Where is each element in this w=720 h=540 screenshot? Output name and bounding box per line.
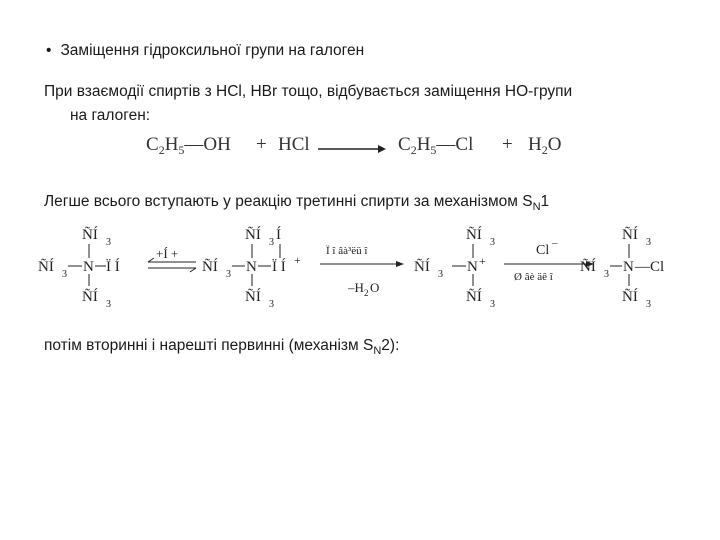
svg-text:—Cl: —Cl	[635, 259, 665, 275]
svg-text:ÑÍ: ÑÍ	[466, 227, 482, 243]
svg-text:Ï Í: Ï Í	[106, 259, 120, 275]
svg-text:3: 3	[646, 299, 651, 310]
svg-text:N: N	[83, 259, 94, 275]
equation-plus-2: +	[502, 134, 513, 155]
svg-text:N: N	[623, 259, 634, 275]
mechanism-tertiary-chloride	[580, 226, 664, 310]
svg-text:ÑÍ: ÑÍ	[82, 289, 98, 305]
svg-text:–: –	[552, 237, 558, 249]
equation-reactant-ethanol: $C_2H_5—OH$	[146, 134, 231, 157]
svg-text:+: +	[479, 254, 486, 268]
svg-text:Ø âè äê î: Ø âè äê î	[514, 271, 553, 283]
bullet-icon: •	[46, 42, 52, 59]
intro-paragraph-line1: При взаємодії спиртів з HCl, HBr тощо, відбувається заміщення НО-групи	[44, 83, 573, 100]
equation-product-ethyl-chloride: $C_2H_5—Cl$	[398, 134, 474, 157]
svg-text:3: 3	[269, 299, 274, 310]
svg-text:ÑÍ: ÑÍ	[245, 289, 261, 305]
equation-product-water: $H_2O$	[528, 134, 562, 157]
svg-text:N: N	[246, 259, 257, 275]
mechanism-oxonium-ion	[202, 226, 301, 310]
mechanism-tertiary-alcohol	[38, 226, 120, 310]
svg-text:+Í +: +Í +	[156, 246, 179, 261]
svg-text:N: N	[467, 259, 478, 275]
tertiary-mechanism-text: Легше всього вступають у реакцію третинні спирти за механізмом $S_N1$	[44, 193, 550, 213]
svg-text:Í: Í	[276, 227, 281, 243]
svg-text:3: 3	[226, 269, 231, 280]
equation-plus-1: +	[256, 134, 267, 155]
svg-text:ÑÍ: ÑÍ	[622, 227, 638, 243]
equation-arrow	[316, 136, 388, 160]
svg-text:ÑÍ: ÑÍ	[414, 259, 430, 275]
svg-text:ÑÍ: ÑÍ	[580, 259, 596, 275]
svg-text:2: 2	[364, 288, 369, 298]
svg-text:3: 3	[646, 237, 651, 248]
mechanism-carbocation	[414, 226, 495, 310]
svg-text:ÑÍ: ÑÍ	[466, 289, 482, 305]
svg-text:3: 3	[106, 237, 111, 248]
svg-text:3: 3	[490, 299, 495, 310]
sn1-mechanism-scheme	[30, 220, 690, 310]
equilibrium-arrow-protonation	[148, 246, 196, 272]
svg-text:3: 3	[106, 299, 111, 310]
svg-text:Cl: Cl	[536, 243, 550, 258]
svg-text:3: 3	[62, 269, 67, 280]
arrow-slow-step	[320, 245, 404, 298]
svg-text:ÑÍ: ÑÍ	[202, 259, 218, 275]
slide-heading: Заміщення гідроксильної групи на галоген	[60, 42, 365, 59]
svg-text:3: 3	[604, 269, 609, 280]
svg-text:–H: –H	[348, 280, 364, 295]
svg-text:ÑÍ: ÑÍ	[245, 227, 261, 243]
svg-text:3: 3	[490, 237, 495, 248]
heading-line	[46, 42, 364, 60]
svg-text:+: +	[294, 253, 301, 267]
svg-text:3: 3	[269, 237, 274, 248]
svg-text:O: O	[370, 280, 380, 295]
svg-text:Ï Í: Ï Í	[272, 259, 286, 275]
svg-text:ÑÍ: ÑÍ	[622, 289, 638, 305]
svg-text:3: 3	[438, 269, 443, 280]
svg-text:Ï î âà³ëü î: Ï î âà³ëü î	[326, 245, 368, 257]
intro-paragraph-line2: на галоген:	[70, 107, 151, 124]
svg-text:ÑÍ: ÑÍ	[38, 259, 54, 275]
equation-reactant-hcl: HCl	[278, 134, 310, 155]
secondary-mechanism-text: потім вторинні і нарешті первинні (механізм $S_N2$):	[44, 337, 400, 357]
svg-text:ÑÍ: ÑÍ	[82, 227, 98, 243]
